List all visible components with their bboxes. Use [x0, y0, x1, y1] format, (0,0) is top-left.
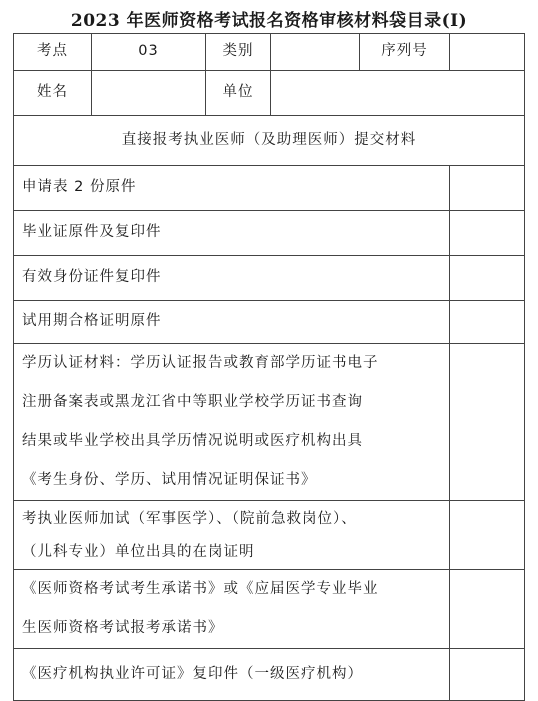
item-check-cell — [450, 501, 525, 570]
category-value — [271, 34, 360, 71]
item-row — [14, 211, 525, 256]
exam-site-value: 03 — [92, 34, 206, 71]
serial-label: 序列号 — [360, 34, 450, 71]
item-row — [14, 301, 525, 344]
page-title: 2023 年医师资格考试报名资格审核材料袋目录(I) — [70, 11, 468, 31]
item-row — [14, 501, 525, 570]
section-heading-row — [14, 116, 525, 166]
item-check-cell — [450, 344, 525, 501]
item-check-cell — [450, 256, 525, 301]
item-text: 试用期合格证明原件 — [14, 301, 450, 344]
header-row-2 — [14, 71, 525, 116]
item-row — [14, 256, 525, 301]
materials-table — [13, 33, 525, 701]
item-text: 申请表 2 份原件 — [14, 166, 450, 211]
item-row — [14, 166, 525, 211]
item-check-cell — [450, 166, 525, 211]
item-row — [14, 344, 525, 501]
serial-value — [450, 34, 525, 71]
item-check-cell — [450, 570, 525, 649]
item-check-cell — [450, 649, 525, 701]
name-value — [92, 71, 206, 116]
unit-label: 单位 — [206, 71, 271, 116]
name-label: 姓名 — [14, 71, 92, 116]
item-row — [14, 649, 525, 701]
header-row-1 — [14, 34, 525, 71]
item-row — [14, 570, 525, 649]
item-text: 《医疗机构执业许可证》复印件（一级医疗机构） — [14, 649, 450, 701]
category-label: 类别 — [206, 34, 271, 71]
item-text: 毕业证原件及复印件 — [14, 211, 450, 256]
exam-site-label: 考点 — [14, 34, 92, 71]
item-text: 学历认证材料：学历认证报告或教育部学历证书电子 注册备案表或黑龙江省中等职业学校学历证书查询 结果或毕业学校出具学历情况说明或医疗机构出具 《考生身份、学历、试用情况证明保证书》 — [14, 344, 450, 501]
item-check-cell — [450, 211, 525, 256]
item-text: 《医师资格考试考生承诺书》或《应届医学专业毕业 生医师资格考试报考承诺书》 — [14, 570, 450, 649]
item-check-cell — [450, 301, 525, 344]
item-text: 有效身份证件复印件 — [14, 256, 450, 301]
unit-value — [271, 71, 525, 116]
section-heading: 直接报考执业医师（及助理医师）提交材料 — [14, 116, 525, 166]
item-text: 考执业医师加试（军事医学）、（院前急救岗位）、 （儿科专业）单位出具的在岗证明 — [14, 501, 450, 570]
